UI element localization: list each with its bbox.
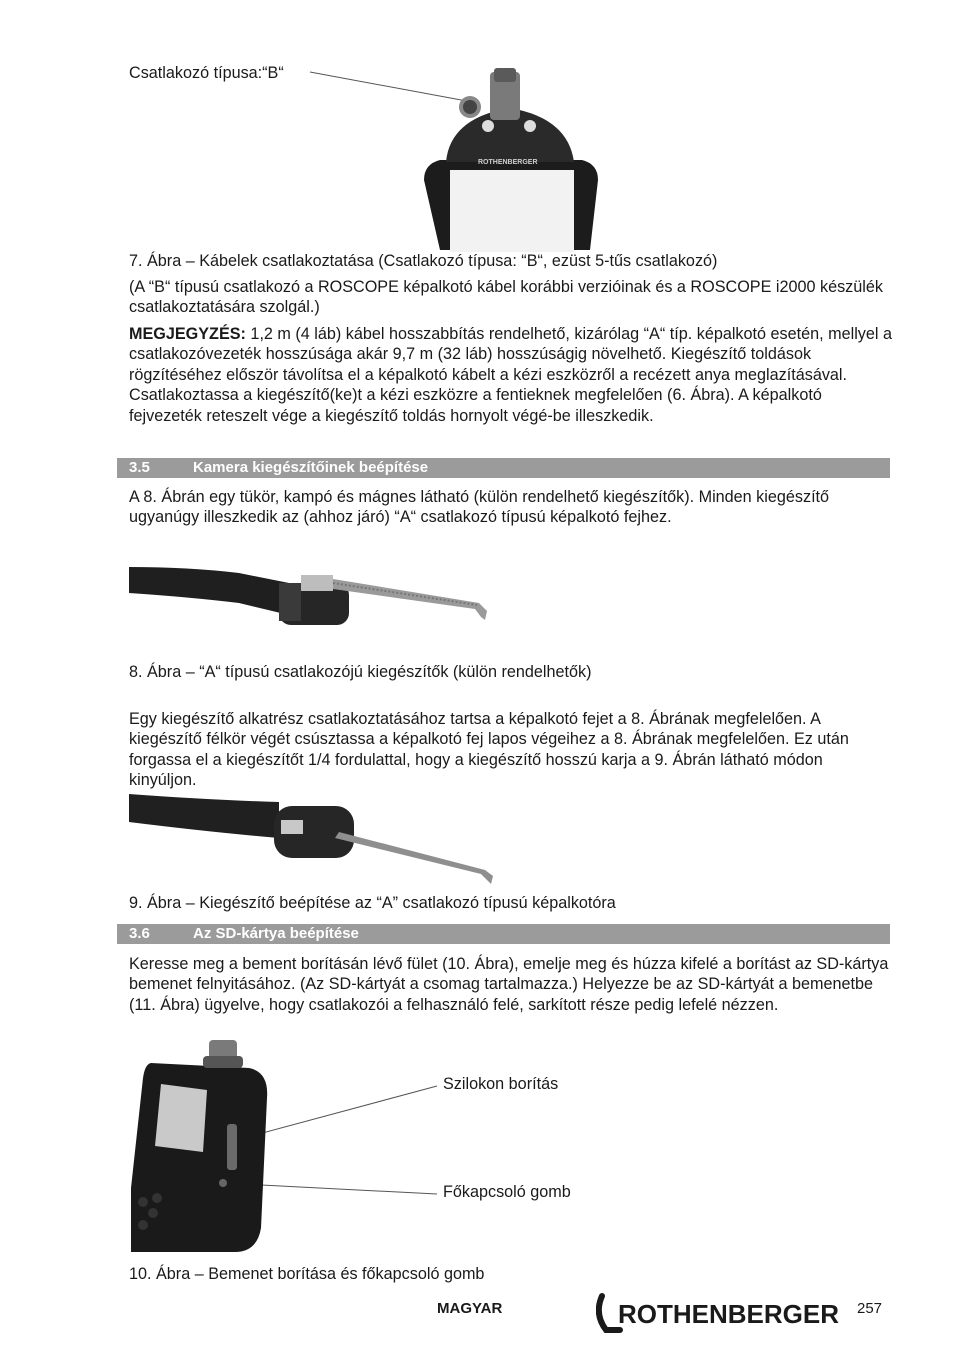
section-number: 3.6 bbox=[129, 925, 150, 942]
rothenberger-logo bbox=[596, 1292, 841, 1336]
fig10-caption: 10. Ábra – Bemenet borítása és főkapcsoló gomb bbox=[129, 1265, 485, 1283]
note-label: MEGJEGYZÉS: bbox=[129, 325, 246, 343]
note-text: 1,2 m (4 láb) kábel hosszabbítás rendelhető, kizárólag “A“ típ. képalkotó esetén, mellyel a csatlakozóvezeték hosszúsága akár 9,7 m (32 láb) hosszúságig növelhető. Kiegészítő toldások rögzítéséhez először távolítsa el a képalkotó kábelt a kézi eszközről a recézett anya meglazításával. Csatlakoztassa a kiegészítő(ke)t a kézi eszközre a fentieknek megfelelően (6. Ábra). A képalkotó fejvezeték reteszelt vége a kiegészítő toldás hornyolt végé-be illeszkedik. bbox=[129, 325, 892, 425]
fig7-caption: 7. Ábra – Kábelek csatlakoztatása (Csatlakozó típusa: “B“, ezüst 5-tűs csatlakozó) bbox=[129, 252, 718, 270]
section-title: Az SD-kártya beépítése bbox=[193, 925, 359, 942]
fig7-note-paren: (A “B“ típusú csatlakozó a ROSCOPE képalkotó kábel korábbi verzióinak és a ROSCOPE i2000 készülék csatlakoztatására szolgál.) bbox=[129, 278, 883, 317]
connector-b-label: Csatlakozó típusa:“B“ bbox=[129, 64, 284, 82]
power-button-label: Főkapcsoló gomb bbox=[443, 1183, 571, 1201]
fig10-device-image bbox=[129, 1038, 449, 1256]
fig9-image bbox=[129, 792, 509, 892]
fig8-caption: 8. Ábra – “A“ típusú csatlakozójú kiegészítők (külön rendelhetők) bbox=[129, 663, 592, 681]
page-number: 257 bbox=[857, 1300, 883, 1317]
section36-text: Keresse meg a bement borításán lévő fület (10. Ábra), emelje meg és húzza kifelé a borítást az SD-kártya bemenet felnyitásához. (Az SD-kártyát a csomag tartalmazza.) Helyezze be az SD-kártyát a bemenetbe (11. Ábra) ügyelve, hogy csatlakozói a felhasználó felé, sarkított része pedig lefelé nézzen. bbox=[129, 955, 889, 1014]
fig7-device-image bbox=[300, 60, 610, 260]
section-3-5-header bbox=[117, 458, 890, 478]
section-title: Kamera kiegészítőinek beépítése bbox=[193, 459, 429, 476]
section-number: 3.5 bbox=[129, 459, 150, 476]
fig8-image bbox=[129, 545, 499, 655]
device-brand-text: ROTHENBERGER bbox=[478, 159, 538, 166]
fig9-caption: 9. Ábra – Kiegészítő beépítése az “A” csatlakozó típusú képalkotóra bbox=[129, 894, 616, 912]
footer-language: MAGYAR bbox=[437, 1300, 503, 1317]
footer-brand-text: ROTHENBERGER bbox=[618, 1299, 840, 1329]
note-paragraph bbox=[129, 324, 893, 426]
section-3-6-header bbox=[117, 924, 890, 944]
silicone-cover-label: Szilokon borítás bbox=[443, 1075, 559, 1093]
section35-intro: A 8. Ábrán egy tükör, kampó és mágnes látható (külön rendelhető kiegészítők). Minden kiegészítő ugyanúgy illeszkedik az (ahhoz járó) “A“ csatlakozó típusú képalkotó fejhez. bbox=[129, 488, 830, 527]
fig8-text: Egy kiegészítő alkatrész csatlakoztatásához tartsa a képalkotó fejet a 8. Ábrának megfelelően. A kiegészítő félkör végét csúsztassa a képalkotó fej lapos végeihez a 8. Ábrának megfelelően. Ez után forgassa el a kiegészítőt 1/4 fordulattal, hogy a kiegészítő hosszú karja a 9. Ábrán látható módon kinyúljon. bbox=[129, 710, 849, 790]
